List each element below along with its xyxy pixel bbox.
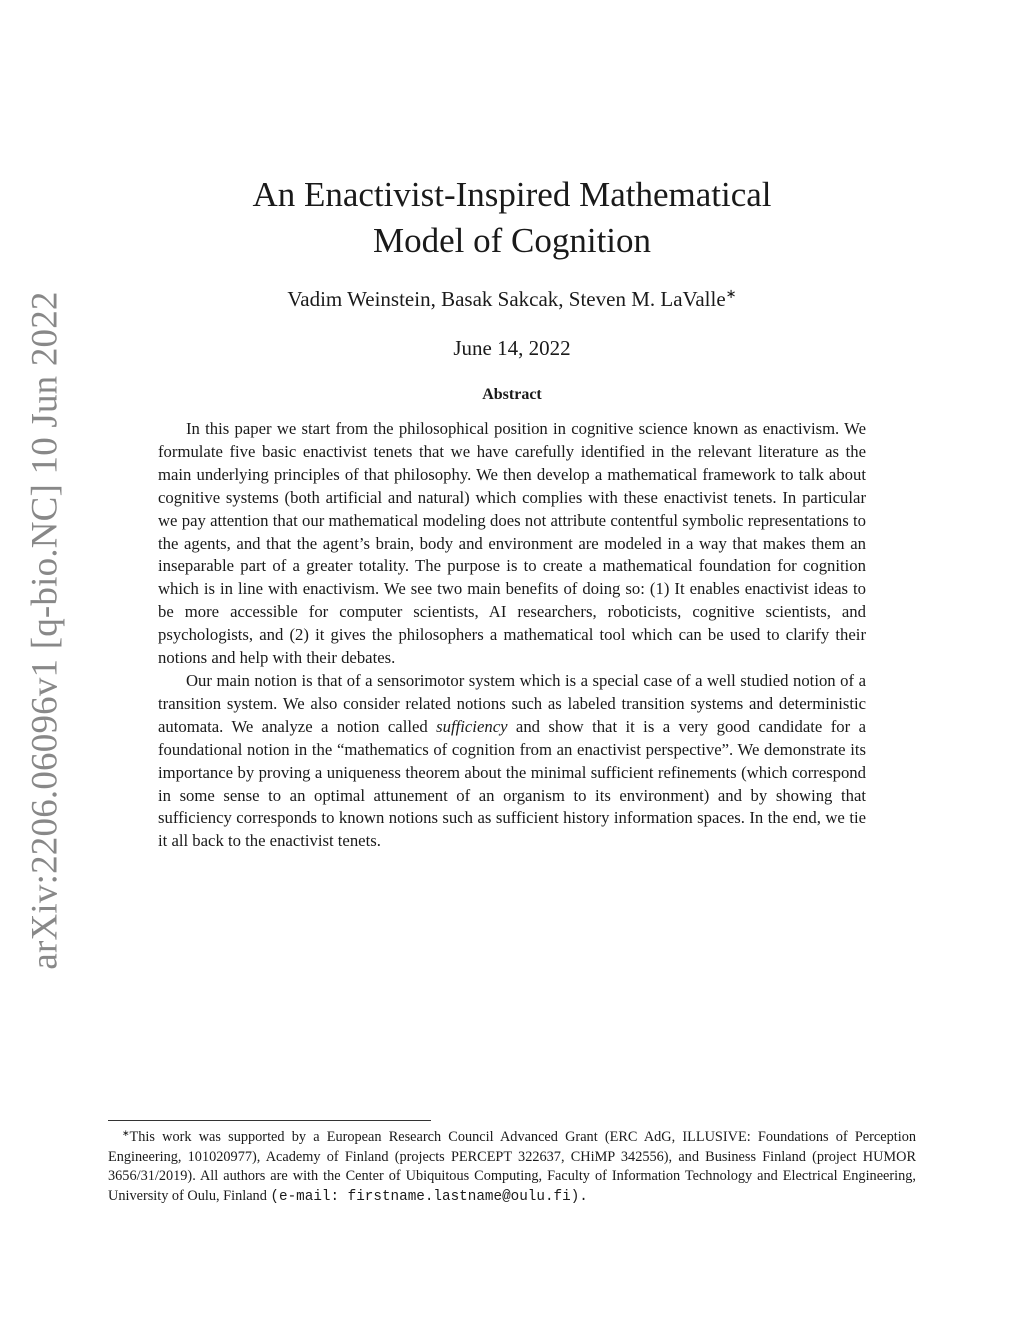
footnote	[108, 1124, 916, 1208]
footnote-text: This work was supported by a European Research Council Advanced Grant (ERC AdG, ILLUSIVE: Foundations of Perception Engineering, 101020977), Academy of Finland (projects PERCEPT 322637, CHiMP 342556), and Business Finland (project HUMOR 3656/31/2019). All authors are with the Center of Ubiquitous Computing, Faculty of Information Technology and Electrical Engineering, University of Oulu, Finland	[108, 1129, 916, 1205]
abstract-paragraph-1: In this paper we start from the philosophical position in cognitive science known as enactivism. We formulate five basic enactivist tenets that we have carefully identified in the relevant literature as the main underlying principles of that philosophy. We then develop a mathematical framework to talk about cognitive systems (both artificial and natural) which complies with these enactivist tenets. In particular we pay attention that our mathematical modeling does not attribute contentful symbolic representations to the agents, and that the agent’s brain, body and environment are modeled in a way that makes them an inseparable part of a greater totality. The purpose is to create a mathematical foundation for cognition which is in line with enactivism. We see two main benefits of doing so: (1) It enables enactivist ideas to be more accessible for computer scientists, AI researchers, roboticists, cognitive scientists, and psychologists, and (2) it gives the philosophers a mathematical tool which can be used to clarify their notions and help with their debates.	[158, 419, 866, 668]
author-footnote-mark: ∗	[725, 286, 737, 301]
title-line-2: Model of Cognition	[372, 221, 652, 260]
footnote-paragraph	[108, 1124, 916, 1208]
abstract-body	[158, 418, 866, 853]
title-line-1: An Enactivist-Inspired Mathematical	[252, 175, 772, 214]
footnote-mark: ∗	[122, 1128, 130, 1138]
arxiv-id-text: arXiv:2206.06096v1 [q-bio.NC] 10 Jun 2022	[24, 290, 66, 970]
abstract-paragraph-2-part-2: and show that it is a very good candidate for a foundational notion in the “mathematics of cognition from an enactivist perspective”. We demonstrate its importance by proving a uniqueness theorem about the minimal sufficient refinements (which correspond in some sense to an optimal attunement of an organism to its environment) and by showing that sufficiency corresponds to known notions such as sufficient history information spaces. In the end, we tie it all back to the enactivist tenets.	[158, 716, 866, 851]
abstract-emphasis-sufficiency: sufficiency	[436, 716, 508, 736]
abstract-paragraph-2-part-1: Our main notion is that of a sensorimotor system which is a special case of a well studied notion of a transition system. We also consider related notions such as labeled transition systems and deterministic automata. We analyze a notion called	[158, 670, 866, 736]
abstract-heading: Abstract	[482, 386, 542, 403]
paper-title	[160, 172, 864, 264]
publication-date: June 14, 2022	[453, 336, 571, 360]
author-names: Vadim Weinstein, Basak Sakcak, Steven M. LaValle	[287, 287, 726, 311]
footnote-divider	[108, 1120, 431, 1121]
footnote-email: (e-mail: firstname.lastname@oulu.fi).	[270, 1189, 588, 1206]
abstract-paragraph-2	[158, 670, 866, 853]
author-list	[160, 286, 864, 312]
arxiv-identifier-stamp	[10, 290, 80, 970]
